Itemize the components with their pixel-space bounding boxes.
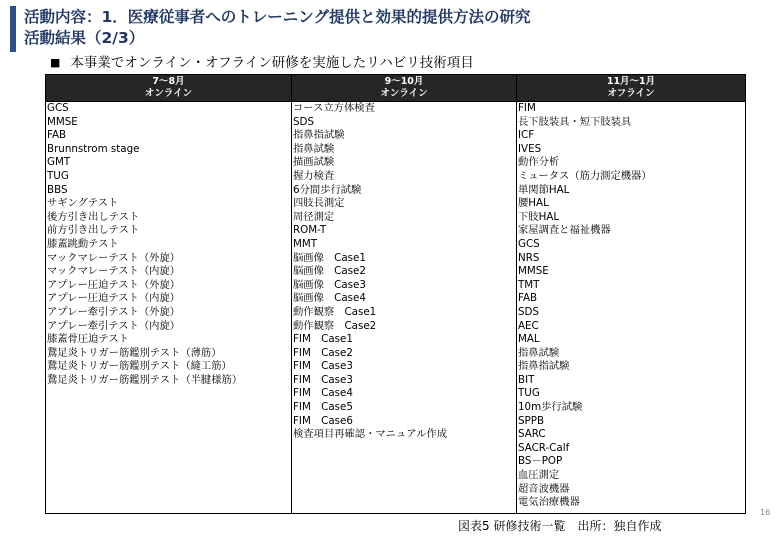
list-item: 10m歩行試験	[518, 401, 583, 414]
list-item: マックマレーテスト（外旋）	[47, 251, 181, 264]
list-item: TUG	[518, 387, 540, 400]
list-item: 動作観察 Case1	[293, 305, 377, 318]
list-item: SDS	[518, 305, 540, 318]
item-list	[517, 102, 745, 513]
list-item: アプレー牽引テスト（外旋）	[47, 305, 181, 318]
list-item: FAB	[518, 292, 538, 305]
list-item: TUG	[47, 169, 69, 182]
list-item: ミュータス（筋力測定機器）	[518, 169, 652, 182]
list-item: 検査項目再確認・マニュアル作成	[293, 428, 448, 441]
list-item: FAB	[47, 129, 67, 142]
item-list	[292, 102, 516, 513]
column-header-jul-aug	[46, 75, 292, 102]
list-item: FIM Case2	[293, 346, 353, 359]
list-item: 家屋調査と福祉機器	[518, 224, 611, 237]
table-header-row	[46, 75, 746, 102]
list-item: 描画試験	[293, 156, 335, 169]
bullet-text	[50, 54, 474, 72]
list-item: BS－POP	[518, 455, 563, 468]
list-item: MMSE	[518, 265, 549, 278]
column-period: 9～10月	[384, 76, 424, 87]
list-item: SARC	[518, 428, 546, 441]
list-item: FIM Case3	[293, 360, 353, 373]
column-header-nov-jan	[517, 75, 746, 102]
list-item: 脳画像 Case4	[293, 292, 366, 305]
list-item: 脳画像 Case1	[293, 251, 366, 264]
list-item: 指鼻指試験	[518, 360, 570, 373]
list-item: 前方引き出しテスト	[47, 224, 140, 237]
list-item: 脳画像 Case3	[293, 278, 366, 291]
list-item: 下肢HAL	[518, 210, 560, 223]
list-item: 6分間歩行試験	[293, 183, 362, 196]
square-bullet-icon: ■	[50, 56, 61, 69]
slide-title	[24, 7, 764, 49]
column-body-sep-oct	[292, 102, 517, 514]
list-item: FIM Case3	[293, 373, 353, 386]
list-item: TMT	[518, 278, 540, 291]
list-item: 超音波機器	[518, 482, 570, 495]
list-item: GCS	[518, 237, 540, 250]
list-item: SDS	[293, 115, 315, 128]
list-item: FIM Case1	[293, 333, 353, 346]
title-line-2: 活動結果（2/3）	[24, 29, 145, 47]
list-item: 握力検査	[293, 169, 335, 182]
list-item: 電気治療機器	[518, 496, 580, 509]
list-item: ROM-T	[293, 224, 327, 237]
list-item: MMSE	[47, 115, 78, 128]
bullet-label: 本事業でオンライン・オフライン研修を実施したリハビリ技術項目	[70, 55, 474, 71]
list-item: 周径測定	[293, 210, 335, 223]
figure-caption: 図表5 研修技術一覧 出所：独自作成	[458, 519, 662, 533]
column-mode: オンライン	[380, 87, 428, 99]
list-item: NRS	[518, 251, 540, 264]
list-item: コース立方体検査	[293, 102, 375, 114]
list-item: MMT	[293, 237, 318, 250]
list-item: FIM Case5	[293, 401, 353, 414]
list-item: アプレー牽引テスト（内旋）	[47, 319, 181, 332]
list-item: 鵞足炎トリガー筋鑑別テスト（薄筋）	[47, 346, 222, 359]
list-item: FIM Case4	[293, 387, 353, 400]
list-item: Brunnstrom stage	[47, 142, 140, 155]
title-accent-bar	[10, 6, 16, 52]
item-list	[46, 102, 291, 513]
list-item: 膝蓋骨圧迫テスト	[47, 333, 129, 346]
title-line-1: 活動内容：1．医療従事者へのトレーニング提供と効果的提供方法の研究	[24, 8, 531, 26]
list-item: 脳画像 Case2	[293, 265, 366, 278]
list-item: 指鼻試験	[293, 142, 335, 155]
list-item: 単関節HAL	[518, 183, 570, 196]
list-item: アプレー圧迫テスト（内旋）	[47, 292, 181, 305]
training-items-table	[45, 74, 746, 514]
list-item: 長下肢装具・短下肢装具	[518, 115, 632, 128]
list-item: GCS	[47, 102, 69, 114]
list-item: 動作観察 Case2	[293, 319, 377, 332]
list-item: マックマレーテスト（内旋）	[47, 265, 181, 278]
list-item: FIM Case6	[293, 414, 353, 427]
list-item: GMT	[47, 156, 71, 169]
list-item: SPPB	[518, 414, 545, 427]
list-item: 鵞足炎トリガー筋鑑別テスト（縫工筋）	[47, 360, 232, 373]
column-mode: オフライン	[607, 87, 655, 99]
list-item: BIT	[518, 373, 535, 386]
list-item: SACR-Calf	[518, 441, 570, 454]
table-body-row	[46, 102, 746, 514]
list-item: 膝蓋跳動テスト	[47, 237, 119, 250]
list-item: 指鼻指試験	[293, 129, 345, 142]
list-item: サギングテスト	[47, 197, 119, 210]
list-item: ICF	[518, 129, 535, 142]
column-period: 11月～1月	[606, 76, 656, 87]
list-item: 指鼻試験	[518, 346, 560, 359]
page-number: 16	[760, 508, 771, 517]
list-item: 鵞足炎トリガー筋鑑別テスト（半腱様筋）	[47, 373, 243, 386]
list-item: 四肢長測定	[293, 197, 345, 210]
column-header-sep-oct	[292, 75, 517, 102]
list-item: AEC	[518, 319, 539, 332]
list-item: アプレー圧迫テスト（外旋）	[47, 278, 181, 291]
column-body-jul-aug	[46, 102, 292, 514]
column-mode: オンライン	[144, 87, 193, 99]
list-item: IVES	[518, 142, 542, 155]
column-period: 7～8月	[152, 76, 185, 87]
list-item: BBS	[47, 183, 68, 196]
list-item: 後方引き出しテスト	[47, 210, 140, 223]
list-item: FIM	[518, 102, 536, 114]
list-item: 血圧測定	[518, 469, 560, 482]
list-item: 動作分析	[518, 156, 560, 169]
list-item: MAL	[518, 333, 540, 346]
list-item: 腰HAL	[518, 197, 549, 210]
column-body-nov-jan	[517, 102, 746, 514]
